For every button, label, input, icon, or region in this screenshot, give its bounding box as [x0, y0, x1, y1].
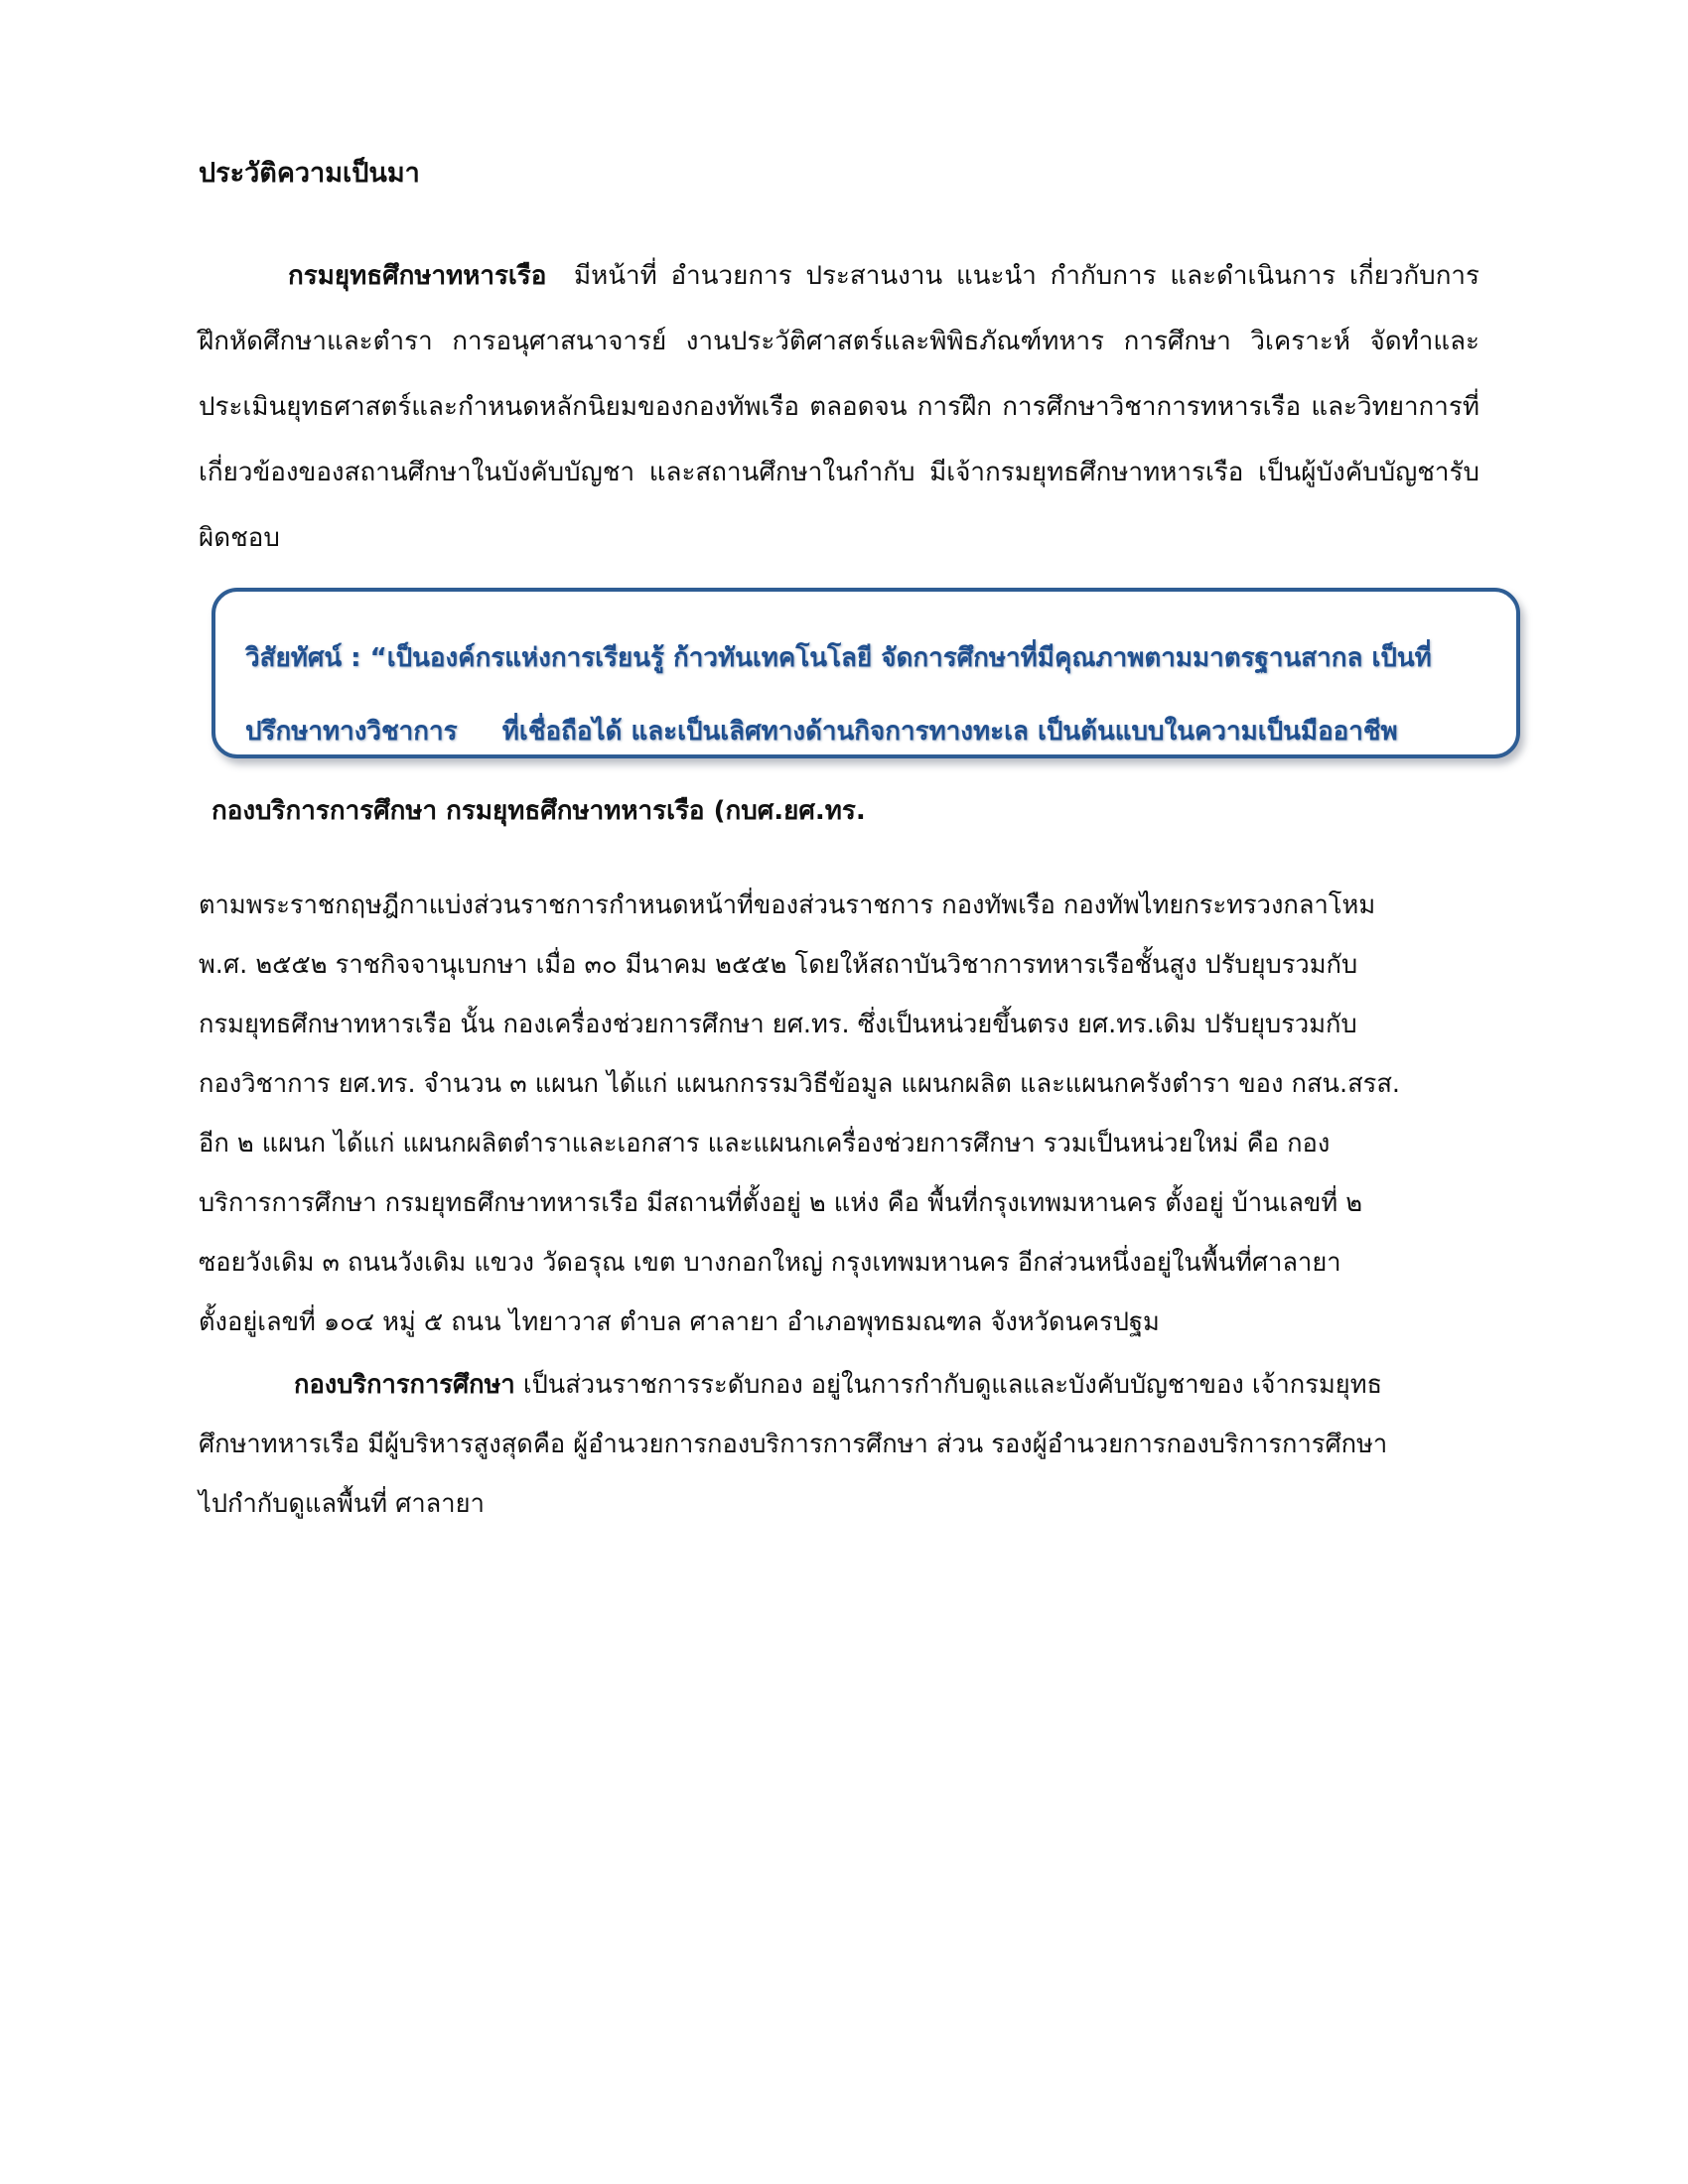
section-heading: ประวัติความเป็นมา	[199, 158, 420, 189]
vision-line-1: วิสัยทัศน์ : “เป็นองค์กรแห่งการเรียนรู้ ก้าวทันเทคโนโลยี จัดการศึกษาที่มีคุณภาพตามมาตรฐานสากล เป็นที่	[245, 643, 1432, 673]
intro-paragraph	[199, 243, 1479, 571]
division-line-1	[199, 1355, 1470, 1415]
division-line-1-text: เป็นส่วนราชการระดับกอง อยู่ในการกำกับดูแลและบังคับบัญชาของ เจ้ากรมยุทธ	[514, 1370, 1383, 1400]
division-line-3: ไปกำกับดูแลพื้นที่ ศาลายา	[199, 1489, 485, 1519]
history-line-5: อีก ๒ แผนก ได้แก่ แผนกผลิตตำราและเอกสาร และแผนกเครื่องช่วยการศึกษา รวมเป็นหน่วยใหม่ คือ กอง	[199, 1129, 1331, 1159]
history-line-8: ตั้งอยู่เลขที่ ๑๐๔ หมู่ ๕ ถนน ไทยาวาส ตำบล ศาลายา อำเภอพุทธมณฑล จังหวัดนครปฐม	[199, 1307, 1160, 1337]
history-line-7: ซอยวังเดิม ๓ ถนนวังเดิม แขวง วัดอรุณ เขต บางกอกใหญ่ กรุงเทพมหานคร อีกส่วนหนึ่งอยู่ในพื้นที่ศาลายา	[199, 1248, 1341, 1278]
vision-text	[245, 621, 1486, 768]
division-bold-lead: กองบริการการศึกษา	[294, 1370, 515, 1400]
intro-text: มีหน้าที่ อำนวยการ ประสานงาน แนะนำ กำกับการ และดำเนินการ เกี่ยวกับการฝึกหัดศึกษาและตำรา การอนุศาสนาจารย์ งานประวัติศาสตร์และพิพิธภัณฑ์ทหาร การศึกษา วิเคราะห์ จัดทำและประเมินยุทธศาสตร์และกำหนดหลักนิยมของกองทัพเรือ ตลอดจน การฝึก การศึกษาวิชาการทหารเรือ และวิทยาการที่เกี่ยวข้องของสถานศึกษาในบังคับบัญชา และสถานศึกษาในกำกับ มีเจ้ากรมยุทธศึกษาทหารเรือ เป็นผู้บังคับบัญชารับผิดชอบ	[199, 261, 1479, 553]
vision-line-2: ปรึกษาทางวิชาการ ที่เชื่อถือได้ และเป็นเลิศทางด้านกิจการทางทะเล เป็นต้นแบบในความเป็นมืออาชีพ	[245, 717, 1398, 747]
history-line-1: ตามพระราชกฤษฎีกาแบ่งส่วนราชการกำหนดหน้าที่ของส่วนราชการ กองทัพเรือ กองทัพไทยกระทรวงกลาโหม	[199, 890, 1376, 920]
vision-box	[211, 588, 1520, 758]
history-paragraph	[199, 876, 1470, 1352]
division-paragraph	[199, 1355, 1470, 1534]
history-line-6: บริการการศึกษา กรมยุทธศึกษาทหารเรือ มีสถานที่ตั้งอยู่ ๒ แห่ง คือ พื้นที่กรุงเทพมหานคร ตั้งอยู่ บ้านเลขที่ ๒	[199, 1188, 1363, 1218]
history-line-2: พ.ศ. ๒๕๕๒ ราชกิจจานุเบกษา เมื่อ ๓๐ มีนาคม ๒๕๕๒ โดยให้สถาบันวิชาการทหารเรือชั้นสูง ปรับยุบรวมกับ	[199, 950, 1358, 980]
history-line-4: กองวิชาการ ยศ.ทร. จำนวน ๓ แผนก ได้แก่ แผนกกรรมวิธีข้อมูล แผนกผลิต และแผนกครังตำรา ของ กสน.สรส.	[199, 1069, 1400, 1099]
intro-bold-lead: กรมยุทธศึกษาทหารเรือ	[288, 261, 547, 291]
division-heading: กองบริการการศึกษา กรมยุทธศึกษาทหารเรือ (กบศ.ยศ.ทร.	[211, 796, 866, 826]
history-line-3: กรมยุทธศึกษาทหารเรือ นั้น กองเครื่องช่วยการศึกษา ยศ.ทร. ซึ่งเป็นหน่วยขึ้นตรง ยศ.ทร.เดิม ปรับยุบรวมกับ	[199, 1010, 1357, 1039]
division-line-2: ศึกษาทหารเรือ มีผู้บริหารสูงสุดคือ ผู้อำนวยการกองบริการการศึกษา ส่วน รองผู้อำนวยการกองบริการการศึกษา	[199, 1430, 1388, 1459]
